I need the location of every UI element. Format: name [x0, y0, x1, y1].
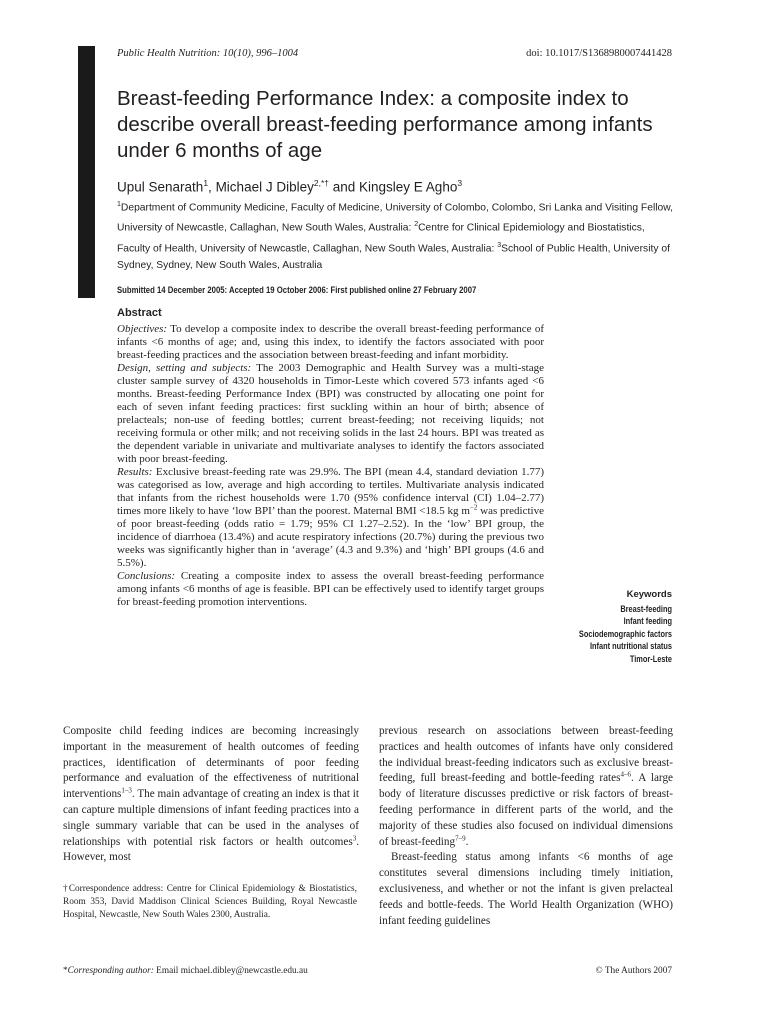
keyword: Breast-feeding [620, 603, 672, 614]
abstract-heading: Abstract [117, 307, 162, 319]
body-text: . However, most [63, 835, 359, 864]
author-name: Michael J Dibley [215, 179, 314, 195]
corresponding-author [63, 966, 308, 976]
author-affiliation-mark: 1 [203, 178, 209, 188]
design-label: Design, setting and subjects: [117, 362, 252, 374]
keyword: Infant feeding [623, 616, 672, 626]
citation: 3 [352, 833, 357, 842]
doi: doi: 10.1017/S1368980007441428 [526, 48, 672, 59]
body-text: . [465, 835, 469, 848]
affiliation-mark: 2 [414, 221, 419, 229]
corr-email: Email michael.dibley@newcastle.edu.au [153, 966, 308, 976]
body-text: previous research on associations between breast-feeding practices and health outcomes of infants have only considered the individual breast-feeding indicators such as exclusive breast-feeding, full breast-feeding and bottle-feeding rates [379, 725, 673, 785]
copyright: © The Authors 2007 [595, 966, 672, 976]
journal-reference: Public Health Nutrition: 10(10), 996–1004 [117, 48, 299, 59]
affiliation-text: Department of Community Medicine, Faculty of Medicine, University of Colombo, Colombo, Sri Lanka and Visiting Fellow, University of Newcastle, Callaghan, New South Wales, Australia: [117, 202, 673, 234]
body-column-right [379, 724, 673, 929]
body-column-left [63, 724, 359, 866]
citation: 4–6 [620, 770, 631, 779]
author-name: Kingsley E Agho [359, 179, 458, 195]
unit-superscript: −2 [469, 503, 478, 512]
abstract-body [117, 323, 544, 609]
objectives-text: To develop a composite index to describe the overall breast-feeding performance of infants <6 months of age; and, using this index, to identify the factors associated with poor breast-feeding practices and the association between breast-feeding and infant morbidity. [117, 323, 544, 361]
objectives-label: Objectives: [117, 323, 168, 335]
keyword: Sociodemographic factors [578, 628, 672, 639]
abstract-conclusions [117, 570, 544, 609]
body-text: . The main advantage of creating an index is that it can capture multiple dimensions of infant feeding practices into a single summary variable that can be used in the analyses of relationships with potential risk factors or health outcomes [63, 788, 359, 848]
results-text-continued: was predictive of poor breast-feeding (odds ratio = 1.79; 95% CI 1.27–2.52). In the ‘low’ BPI group, the incidence of diarrhoea (13.4%) and acute respiratory infections (20.7%) during the previous two weeks was significantly higher than in ‘average’ (4.3 and 9.3%) and ‘high’ BPI groups (4.6 and 5.5%). [117, 505, 544, 569]
conclusions-text: Creating a composite index to assess the overall breast-feeding performance among infants <6 months of age is feasible. BPI can be effectively used to identify target groups for breast-feeding promotion interventions. [117, 570, 544, 608]
abstract-results [117, 466, 544, 570]
citation: 7–9 [455, 833, 466, 842]
affiliation-text: Centre for Clinical Epidemiology and Biostatistics, Faculty of Health, University of Newcastle, Callaghan, New South Wales, Australia: [117, 222, 645, 255]
author-separator: , [208, 179, 216, 195]
affiliation-mark: 3 [497, 241, 502, 249]
margin-bar [78, 46, 95, 298]
corr-label: Corresponding author: [67, 966, 154, 976]
affiliations [117, 196, 677, 274]
body-paragraph [379, 724, 673, 850]
body-paragraph: Breast-feeding status among infants <6 months of age constitutes several dimensions including timely initiation, exclusiveness, and whether or not the infant is given prelacteal feeds and bottle-feeds. The World Health Organization (WHO) infant feeding guidelines [379, 851, 673, 927]
corr-mark: * [63, 966, 68, 976]
body-text: Composite child feeding indices are becoming increasingly important in the measurement of health outcomes of feeding practices, identification of determinants of poor feeding performance and evaluation of the effectiveness of nutritional interventions [63, 725, 359, 801]
author-list [117, 178, 462, 195]
abstract-objectives [117, 323, 544, 362]
conclusions-label: Conclusions: [117, 570, 176, 582]
keyword: Timor-Leste [629, 653, 672, 664]
keywords-box [522, 589, 672, 665]
author-affiliation-mark: 3 [457, 178, 463, 188]
submission-dates: Submitted 14 December 2005: Accepted 19 October 2006: First published online 27 February 2007 [117, 285, 477, 295]
author-affiliation-mark: 2,*† [313, 178, 329, 188]
author-name: Upul Senarath [117, 179, 204, 195]
design-text: The 2003 Demographic and Health Survey was a multi-stage cluster sample survey of 4320 households in Timor-Leste which covered 573 infants aged <6 months. Breast-feeding Performance Index (BPI) was constructed by allocating one point for each of seven infant feeding practices: first suckling within an hour of birth; absence of prelacteals; non-use of feeding bottles; current breast-feeding; not receiving liquids; not receiving formula or other milk; and not receiving solids in the last 24 hours. BPI was treated as the dependent variable in univariate and multivariate analyses to identify the factors associated with poor breast-feeding. [117, 362, 544, 465]
results-label: Results: [117, 466, 153, 478]
correspondence-footnote: †Correspondence address: Centre for Clinical Epidemiology & Biostatistics, Room 353, David Maddison Clinical Sciences Building, Royal Newcastle Hospital, Newcastle, New South Wales 2300, Australia. [63, 884, 357, 920]
keyword: Infant nutritional status [590, 641, 672, 651]
body-text: . A large body of literature discusses predictive or risk factors of breast-feeding performance in different parts of the world, and the majority of these studies also focused on individual dimensions of breast-feeding [379, 772, 673, 848]
abstract-design [117, 362, 544, 466]
results-text: Exclusive breast-feeding rate was 29.9%. The BPI (mean 4.4, standard deviation 1.77) was categorised as low, average and high according to tertiles. Multivariate analysis indicated that infants from the richest households were 1.70 (95% confidence interval (CI) 1.04–2.77) times more likely to have ‘low BPI’ than the poorest. Maternal BMI <18.5 kg m [117, 466, 544, 517]
citation: 1–3 [121, 786, 132, 795]
affiliation-mark: 1 [117, 201, 121, 208]
author-separator: and [328, 179, 360, 195]
keywords-heading: Keywords [626, 589, 672, 600]
affiliation-text: School of Public Health, University of Sydney, Sydney, New South Wales, Australia [117, 243, 670, 272]
article-title: Breast-feeding Performance Index: a composite index to describe overall breast-feeding performance among infants under 6 months of age [117, 87, 653, 162]
